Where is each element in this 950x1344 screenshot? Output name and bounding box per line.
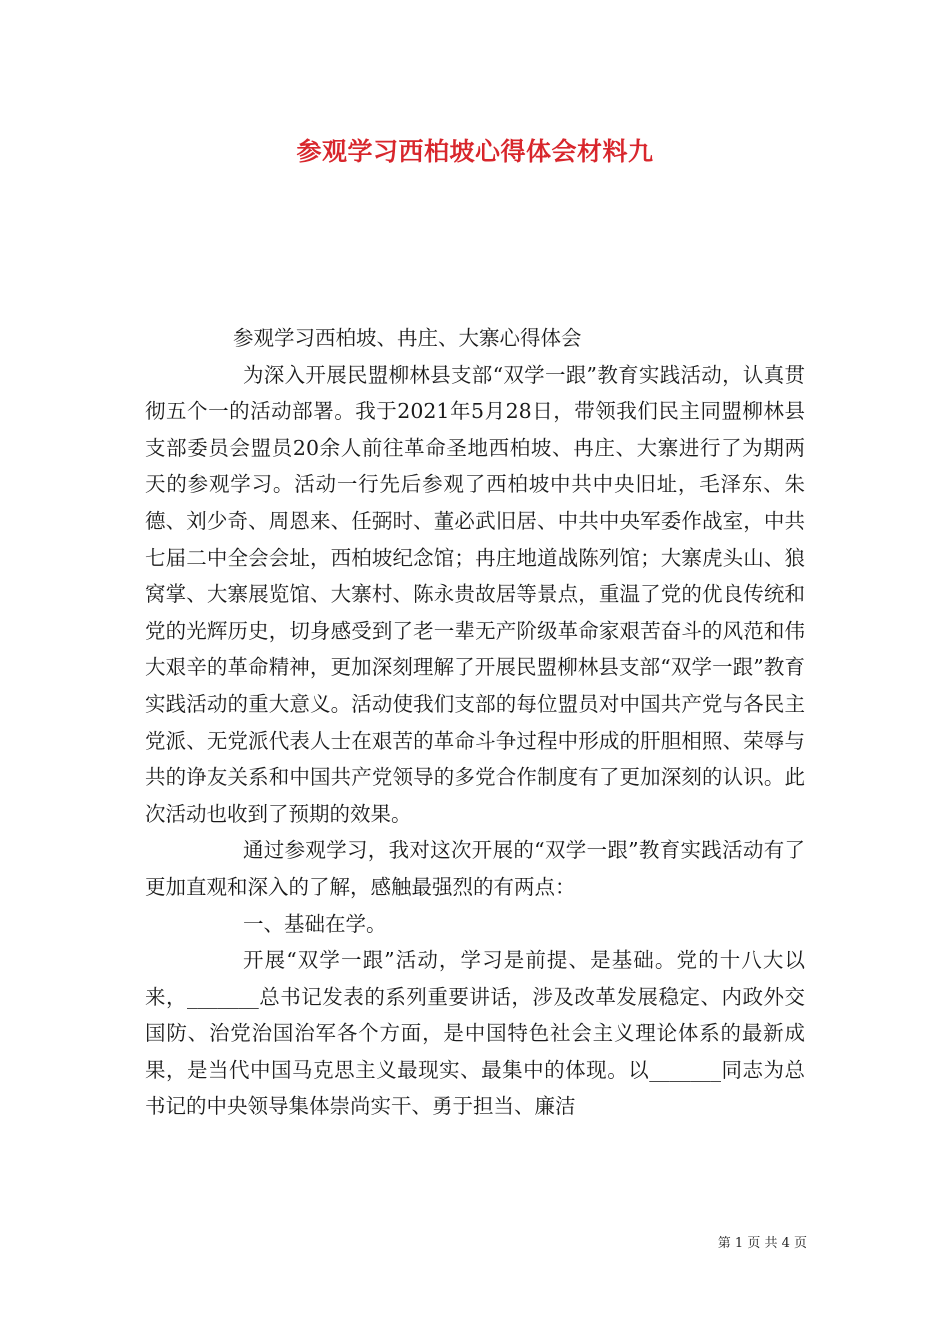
page-number: 第 1 页 共 4 页: [717, 1236, 807, 1251]
document-body: [145, 320, 805, 1125]
document-title: 参观学习西柏坡心得体会材料九: [296, 137, 654, 166]
paragraph: 通过参观学习，我对这次开展的“双学一跟”教育实践活动有了更加直观和深入的了解，感触最强烈的有两点：: [145, 838, 805, 899]
paragraph: 为深入开展民盟柳林县支部“双学一跟”教育实践活动，认真贯彻五个一的活动部署。我于2021年5月28日，带领我们民主同盟柳林县支部委员会盟员20余人前往革命圣地西柏坡、冉庄、大寨进行了为期两天的参观学习。活动一行先后参观了西柏坡中共中央旧址，毛泽东、朱德、刘少奇、周恩来、任弼时、董必武旧居、中共中央军委作战室，中共七届二中全会会址，西柏坡纪念馆；冉庄地道战陈列馆；大寨虎头山、狼窝掌、大寨展览馆、大寨村、陈永贵故居等景点，重温了党的优良传统和党的光辉历史，切身感受到了老一辈无产阶级革命家艰苦奋斗的风范和伟大艰辛的革命精神，更加深刻理解了开展民盟柳林县支部“双学一跟”教育实践活动的重大意义。活动使我们支部的每位盟员对中国共产党与各民主党派、无党派代表人士在艰苦的革命斗争过程中形成的肝胆相照、荣辱与共的诤友关系和中国共产党领导的多党合作制度有了更加深刻的认识。此次活动也收到了预期的效果。: [145, 362, 805, 826]
paragraph: 开展“双学一跟”活动，学习是前提、是基础。党的十八大以来，_______总书记发表的系列重要讲话，涉及改革发展稳定、内政外交国防、治党治国治军各个方面，是中国特色社会主义理论体系的最新成果，是当代中国马克思主义最现实、最集中的体现。以_______同志为总书记的中央领导集体崇尚实干、勇于担当、廉洁: [145, 948, 805, 1119]
section-heading: 一、基础在学。: [243, 911, 387, 936]
document-subtitle: 参观学习西柏坡、冉庄、大寨心得体会: [233, 326, 582, 350]
